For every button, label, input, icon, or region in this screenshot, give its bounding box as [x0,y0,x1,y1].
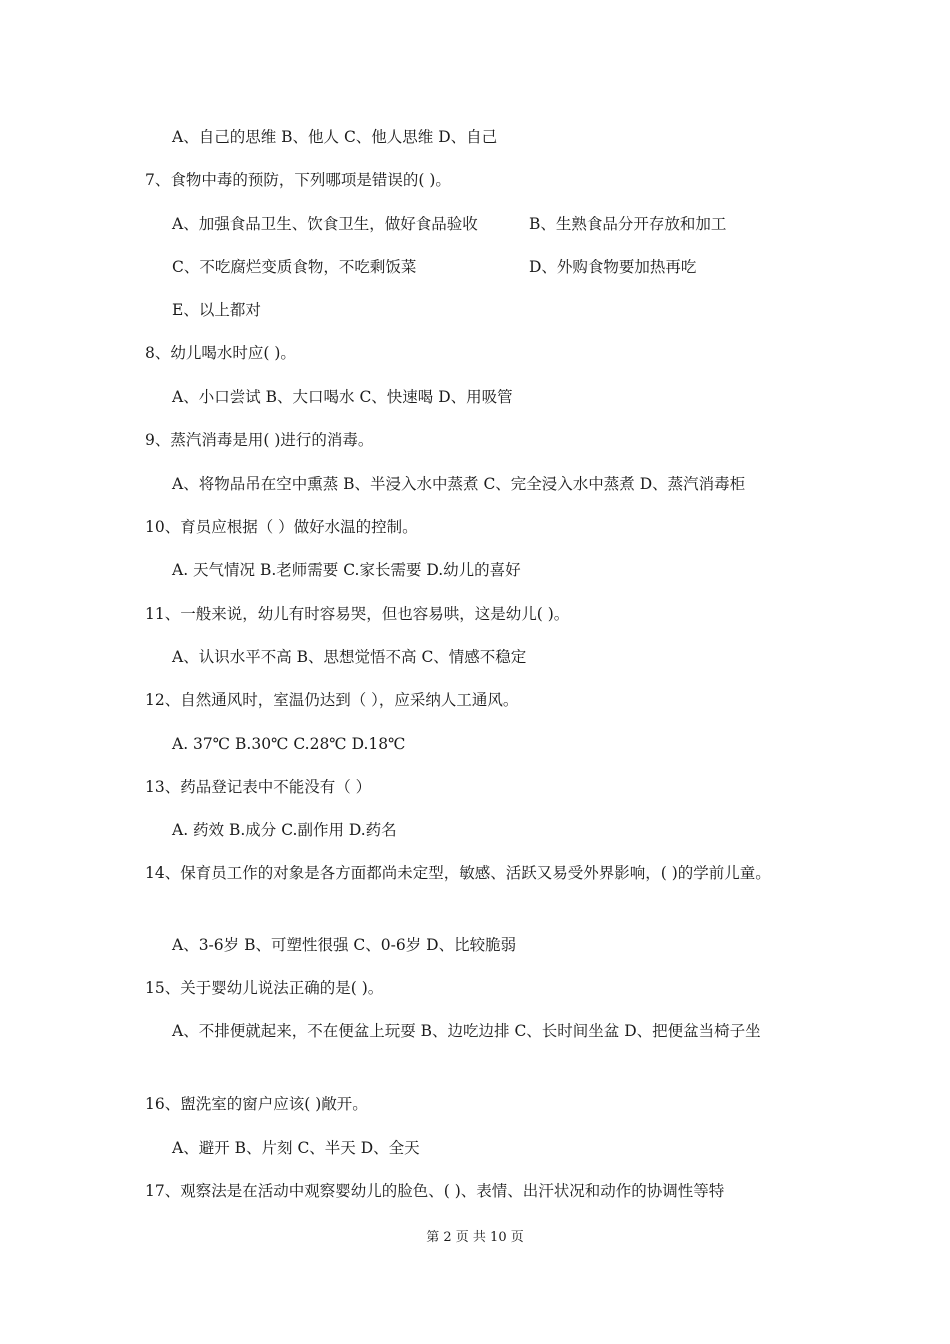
q14-options: A、3-6岁 B、可塑性很强 C、0-6岁 D、比较脆弱 [172,936,517,954]
question-15: 15、关于婴幼儿说法正确的是( )。 [145,979,384,997]
q7-option-d: D、外购食物要加热再吃 [529,258,697,276]
q12-options: A. 37℃ B.30℃ C.28℃ D.18℃ [172,735,406,753]
q6-options: A、自己的思维 B、他人 C、他人思维 D、自己 [172,128,498,146]
question-17: 17、观察法是在活动中观察婴幼儿的脸色、( )、表情、出汗状况和动作的协调性等特 [145,1182,725,1200]
question-8: 8、幼儿喝水时应( )。 [145,344,296,362]
q7-options-row-1 [172,214,812,234]
page-footer: 第 2 页 共 10 页 [426,1230,524,1245]
q15-options: A、不排便就起来，不在便盆上玩耍 B、边吃边排 C、长时间坐盆 D、把便盆当椅子坐 [172,1022,761,1040]
q16-options: A、避开 B、片刻 C、半天 D、全天 [172,1139,420,1157]
question-13: 13、药品登记表中不能没有（ ） [145,778,372,796]
q10-options: A. 天气情况 B.老师需要 C.家长需要 D.幼儿的喜好 [172,561,521,579]
question-10: 10、育员应根据（ ）做好水温的控制。 [145,518,418,536]
question-9: 9、蒸汽消毒是用( )进行的消毒。 [145,431,374,449]
question-7: 7、食物中毒的预防，下列哪项是错误的( )。 [145,171,451,189]
q7-option-a: A、加强食品卫生、饮食卫生，做好食品验收 [172,215,478,233]
q7-option-c: C、不吃腐烂变质食物，不吃剩饭菜 [172,258,417,276]
q9-options: A、将物品吊在空中熏蒸 B、半浸入水中蒸煮 C、完全浸入水中蒸煮 D、蒸汽消毒柜 [172,475,746,493]
q8-options: A、小口尝试 B、大口喝水 C、快速喝 D、用吸管 [172,388,513,406]
question-11: 11、一般来说，幼儿有时容易哭，但也容易哄，这是幼儿( )。 [145,605,570,623]
q11-options: A、认识水平不高 B、思想觉悟不高 C、情感不稳定 [172,648,527,666]
q7-options-row-2 [172,257,812,277]
q7-option-b: B、生熟食品分开存放和加工 [529,215,727,233]
question-16: 16、盥洗室的窗户应该( )敞开。 [145,1095,368,1113]
q13-options: A. 药效 B.成分 C.副作用 D.药名 [172,821,397,839]
question-12: 12、自然通风时，室温仍达到（ ），应采纳人工通风。 [145,691,519,709]
question-14: 14、保育员工作的对象是各方面都尚未定型，敏感、活跃又易受外界影响，( )的学前儿童。 [145,864,771,882]
q7-option-e: E、以上都对 [172,301,261,319]
